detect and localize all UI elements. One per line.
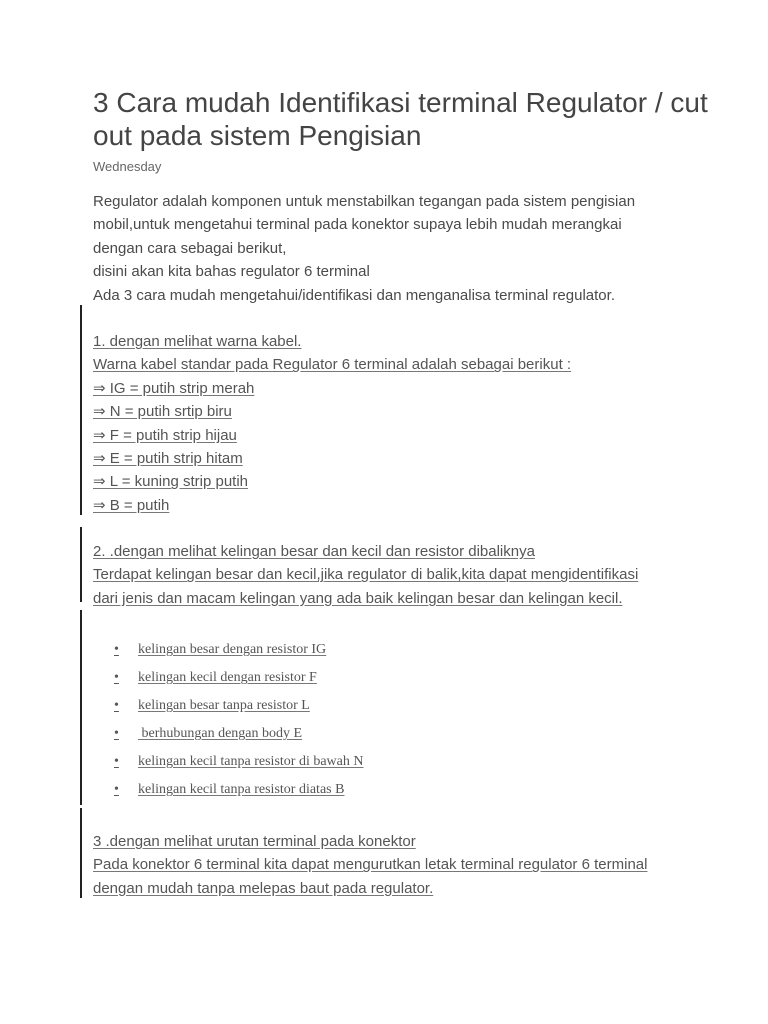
wire-color-item: ⇒ B = putih <box>93 496 170 514</box>
bullet-icon: • <box>114 754 119 769</box>
section-heading: 2. .dengan melihat kelingan besar dan kecil dan resistor dibaliknya <box>93 543 535 560</box>
bullet-text: kelingan besar tanpa resistor L <box>138 698 310 713</box>
margin-bar <box>80 808 82 898</box>
section-line: dengan mudah tanpa melepas baut pada regulator. <box>93 879 434 897</box>
bullet-icon: • <box>114 670 119 685</box>
bullet-icon: • <box>114 642 119 657</box>
coil-bullet-list <box>114 636 363 804</box>
section-line: Pada konektor 6 terminal kita dapat mengurutkan letak terminal regulator 6 terminal <box>93 856 648 874</box>
list-item <box>114 748 363 776</box>
wire-color-item: ⇒ IG = putih strip merah <box>93 379 255 397</box>
list-item <box>114 720 363 748</box>
wire-color-item: ⇒ N = putih srtip biru <box>93 403 232 421</box>
margin-bar <box>80 610 82 805</box>
bullet-text: kelingan kecil tanpa resistor diatas B <box>138 782 345 797</box>
section-heading: 1. dengan melihat warna kabel. <box>93 333 302 350</box>
section-heading: 3 .dengan melihat urutan terminal pada konektor <box>93 833 416 850</box>
intro-paragraph <box>93 190 713 307</box>
section-line: Warna kabel standar pada Regulator 6 terminal adalah sebagai berikut : <box>93 356 572 374</box>
wire-color-item: ⇒ F = putih strip hijau <box>93 426 237 444</box>
bullet-text: berhubungan dengan body E <box>138 726 303 741</box>
bullet-text: kelingan kecil tanpa resistor di bawah N <box>138 754 364 769</box>
bullet-icon: • <box>114 698 119 713</box>
section-wire-colors <box>93 330 713 517</box>
section-coils <box>93 540 713 610</box>
section-connector-order <box>93 830 713 900</box>
bullet-text: kelingan kecil dengan resistor F <box>138 670 317 685</box>
intro-line: dengan cara sebagai berikut, <box>93 239 287 257</box>
article-title: 3 Cara mudah Identifikasi terminal Regulator / cut out pada sistem Pengisian <box>93 87 708 151</box>
intro-line: mobil,untuk mengetahui terminal pada konektor supaya lebih mudah merangkai <box>93 216 622 234</box>
section-line: Terdapat kelingan besar dan kecil,jika regulator di balik,kita dapat mengidentifikasi <box>93 566 639 584</box>
list-item <box>114 664 363 692</box>
list-item <box>114 776 363 804</box>
wire-color-item: ⇒ E = putih strip hitam <box>93 450 243 468</box>
margin-bar <box>80 527 82 602</box>
bullet-icon: • <box>114 782 119 797</box>
intro-line: disini akan kita bahas regulator 6 terminal <box>93 263 370 281</box>
list-item <box>114 636 363 664</box>
bullet-icon: • <box>114 726 119 741</box>
bullet-text: kelingan besar dengan resistor IG <box>138 642 327 657</box>
list-item <box>114 692 363 720</box>
article-date: Wednesday <box>93 159 162 174</box>
wire-color-item: ⇒ L = kuning strip putih <box>93 473 249 491</box>
margin-bar <box>80 305 82 515</box>
section-line: dari jenis dan macam kelingan yang ada baik kelingan besar dan kelingan kecil. <box>93 589 623 607</box>
intro-line: Regulator adalah komponen untuk menstabilkan tegangan pada sistem pengisian <box>93 193 636 210</box>
intro-line: Ada 3 cara mudah mengetahui/identifikasi dan menganalisa terminal regulator. <box>93 286 615 304</box>
